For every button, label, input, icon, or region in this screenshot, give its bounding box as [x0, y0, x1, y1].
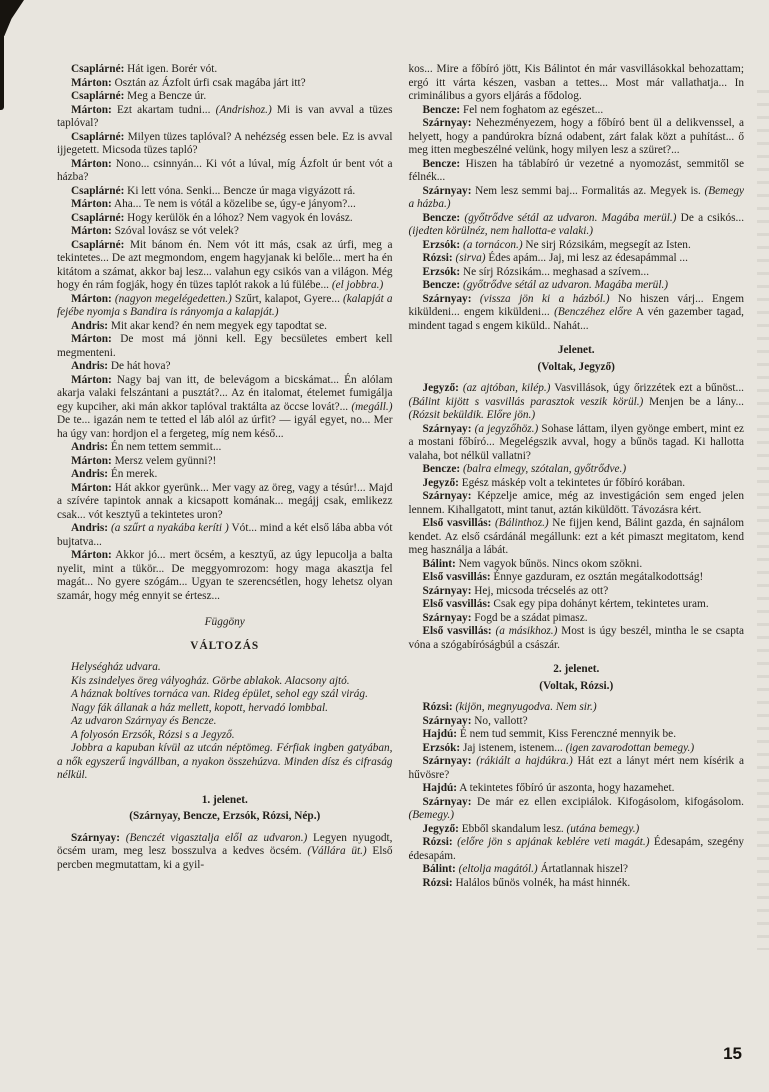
- dialogue-text: Nagy baj van itt, de belevágom a bicskámat... Én alólam akarja valaki felszántani a pusztát?... Az én italomat, ételemet fumigálja egy kupciher, aki mán akkor taplóval traktálta az öccse lovát?...: [57, 373, 393, 413]
- dialogue-paragraph: [409, 490, 745, 517]
- dialogue-paragraph: [409, 612, 745, 626]
- dialogue-paragraph: [57, 198, 393, 212]
- dialogue-paragraph: [409, 836, 745, 863]
- dialogue-text: Nem vagyok bűnös. Nincs okom szökni.: [455, 557, 643, 570]
- dialogue-paragraph: [409, 877, 745, 891]
- dialogue-paragraph: [409, 477, 745, 491]
- cast-list: (Voltak, Rózsi.): [539, 679, 614, 692]
- dialogue-paragraph: [57, 832, 393, 873]
- speaker-name: Rózsi:: [422, 836, 453, 848]
- inline-stage-direction: (Benczét vigasztalja elől az udvaron.): [125, 831, 308, 844]
- dialogue-text: De már ez ellen excipiálok. Kifogásolom, kifogásolom.: [471, 795, 744, 808]
- dialogue-paragraph: [57, 360, 393, 374]
- dialogue-text: Menjen be a lány...: [643, 395, 745, 408]
- dialogue-paragraph: [409, 782, 745, 796]
- dialogue-text: Egész máskép volt a tekintetes úr főbíró korában.: [458, 476, 686, 489]
- dialogue-text: Ebből skandalum lesz.: [458, 822, 567, 835]
- dialogue-text: Hej, micsoda trécselés az ott?: [471, 584, 609, 597]
- inline-stage-direction: (Bálinthoz.): [495, 517, 549, 529]
- speaker-name: Bencze:: [422, 279, 461, 291]
- dialogue-paragraph: [409, 423, 745, 464]
- dialogue-paragraph: [57, 320, 393, 334]
- speaker-name: Márton:: [71, 292, 112, 305]
- inline-stage-direction: (Vállára üt.): [307, 845, 367, 857]
- dialogue-text: Ne sirj Rózsikám, megsegít az Isten.: [522, 238, 691, 251]
- dialogue-paragraph: [57, 333, 393, 360]
- cast-list: (Voltak, Jegyző): [537, 360, 615, 373]
- speaker-name: Jegyző:: [422, 822, 459, 835]
- dialogue-text: Meg a Bencze úr.: [124, 90, 207, 102]
- speaker-name: Márton:: [71, 481, 112, 494]
- speaker-name: Hajdú:: [422, 728, 458, 740]
- dialogue-paragraph: [409, 212, 745, 239]
- dialogue-text: Szóval lovász se vót velek?: [111, 225, 239, 237]
- dialogue-text: Fel nem foghatom az egészet...: [460, 103, 604, 116]
- dialogue-text: Mit bánom én. Nem vót itt más, csak az úrfi, meg a tekintetes... De azt megmondom, engem hagyjanak ki belőle... mert ha én kitátom a számat, akkor baj lesz... valahun egy csikós van a világon. Még hogy én rám fogják, hogy én tüzes taplót rakok a lú fülébe...: [57, 238, 393, 291]
- speaker-name: Csaplárné:: [71, 130, 125, 143]
- speaker-name: Márton:: [71, 198, 112, 210]
- continuation-paragraph: [409, 63, 745, 104]
- dialogue-text: kos... Mire a főbíró jött, Kis Bálintot én már vasvillásokkal behozattam; ergó itt várta készen, vasban a tettes... Most már vallathatja... In criminálibus a gyors eljárás a fődolog.: [408, 63, 744, 102]
- dialogue-text: De te... igazán nem te tetted el láb alól az úrfit? — igyál egyet, no... Mer ha úgy van: hordjon el a fergeteg, míg nem késő...: [57, 414, 393, 440]
- dialogue-text: Ne sírj Rózsikám... meghasad a szívem...: [460, 265, 650, 278]
- dialogue-paragraph: [409, 701, 745, 715]
- stage-direction: A folyosón Erzsók, Rózsi s a Jegyző.: [71, 728, 235, 741]
- inline-stage-direction: (balra elmegy, szótalan, győtrődve.): [462, 463, 627, 475]
- dialogue-text: Most is úgy beszél, mintha le se csapta vóna a szógabíróságbúl a császár.: [408, 625, 744, 651]
- inline-stage-direction: (kijön, megnyugodva. Nem sir.): [455, 701, 597, 713]
- dialogue-paragraph: [409, 728, 745, 742]
- speaker-name: Rózsi:: [422, 252, 453, 264]
- dialogue-text: Mi is van avval a tüzes taplóval?: [57, 103, 393, 129]
- dialogue-text: Én nem tettem semmit...: [108, 441, 222, 453]
- inline-stage-direction: (ijedten körülnéz, nem hallotta-e valaki.): [408, 225, 593, 237]
- dialogue-text: Én merek.: [108, 468, 158, 480]
- inline-stage-direction: (győtrődve sétál az udvaron. Magába merül.): [464, 211, 677, 224]
- dialogue-text: De a csikós...: [676, 211, 745, 224]
- dialogue-text: Nono... csinnyán... Ki vót a lúval, míg Ázfolt úr bent vót a házba?: [57, 157, 393, 183]
- speaker-name: Szárnyay:: [71, 831, 120, 844]
- dialogue-paragraph: [409, 796, 745, 823]
- dialogue-paragraph: [57, 549, 393, 603]
- speaker-name: Andris:: [71, 468, 109, 480]
- dialogue-text: Milyen tüzes taplóval? A nehézség essen bele. Ez is avval ijjegetett. Micsoda tüzes tapló?: [57, 130, 393, 156]
- speaker-name: Bencze:: [422, 103, 461, 116]
- speaker-name: Csaplárné:: [71, 238, 125, 251]
- speaker-name: Szárnyay:: [422, 422, 472, 435]
- speaker-name: Bencze:: [422, 157, 461, 170]
- dialogue-paragraph: [409, 571, 745, 585]
- dialogue-paragraph: [409, 382, 745, 423]
- inline-stage-direction: (el jobbra.): [331, 279, 384, 291]
- speaker-name: Erzsók:: [422, 265, 461, 278]
- dialogue-text: Mersz velem gyünni?!: [111, 454, 217, 467]
- speaker-name: Szárnyay:: [422, 795, 472, 808]
- dialogue-paragraph: [57, 482, 393, 523]
- speaker-name: Márton:: [71, 549, 112, 561]
- dialogue-paragraph: [409, 239, 745, 253]
- dialogue-text: De most má jönni kell. Egy becsületes embert kell megmenteni.: [57, 333, 393, 359]
- dialogue-text: Édesapám, szegény édesapám.: [408, 836, 745, 862]
- dialogue-text: Legyen nyugodt, öcsém uram, meg lesz bosszulva a kedves öcsém.: [57, 831, 393, 857]
- speaker-name: Márton:: [71, 225, 112, 237]
- dialogue-text: Vót... mind a két első lába abba vót bujtatva...: [57, 522, 393, 548]
- speaker-name: Szárnyay:: [422, 714, 472, 727]
- dialogue-text: Fogd be a szádat pimasz.: [471, 611, 588, 624]
- dialogue-paragraph: [409, 185, 745, 212]
- dialogue-paragraph: [57, 104, 393, 131]
- dialogue-paragraph: [409, 715, 745, 729]
- stage-direction: A háznak boltíves tornáca van. Rideg épület, sehol egy szál virág.: [71, 688, 368, 700]
- speaker-name: Szárnyay:: [422, 292, 472, 305]
- inline-stage-direction: (sirva): [455, 252, 486, 264]
- dialogue-text: Hát akkor gyerünk... Mer vagy az öreg, vagy a tésúr!... Majd a szívére tapintok annak a kicsapott komának... megájj csak, emlikezz csak... vót kesztyű a tekintetes uron?: [57, 481, 393, 521]
- dialogue-paragraph: [57, 522, 393, 549]
- inline-stage-direction: (vissza jön ki a házból.): [479, 292, 610, 305]
- dialogue-paragraph: [57, 185, 393, 199]
- inline-stage-direction: (kalapját a fejébe nyomja s Bandira is rányomja a kalapját.): [57, 292, 393, 318]
- dialogue-text: De hát hova?: [108, 360, 171, 372]
- dialogue-text: Első percben megmutattam, ki a gyil-: [57, 845, 393, 871]
- dialogue-paragraph: [57, 90, 393, 104]
- dialogue-text: Jaj istenem, istenem...: [460, 741, 566, 754]
- inline-stage-direction: (Andrishoz.): [215, 103, 272, 116]
- dialogue-text: Ártatlannak hiszel?: [537, 863, 629, 875]
- dialogue-paragraph: [409, 558, 745, 572]
- inline-stage-direction: (utána bemegy.): [566, 822, 640, 835]
- curtain-label: Függöny: [204, 616, 245, 628]
- stage-direction: Kis zsindelyes öreg vályogház. Görbe ablakok. Alacsony ajtó.: [71, 674, 350, 687]
- speaker-name: Hajdú:: [422, 782, 458, 794]
- dialogue-paragraph: [409, 742, 745, 756]
- dialogue-paragraph: [57, 63, 393, 77]
- dialogue-text: [471, 293, 479, 305]
- dialogue-paragraph: [409, 755, 745, 782]
- dialogue-paragraph: [57, 77, 393, 91]
- dialogue-text: Sohase láttam, ilyen gyönge embert, mint ez a mostani főbíró... Megelégszik avval, hogy a bűnös tagad. Ki hallotta valaha, bot nélkül vallatni?: [408, 422, 745, 462]
- dialogue-text: No hiszen várj... Engem kiküldeni... engem kiküldeni...: [408, 292, 745, 318]
- speaker-name: Andris:: [71, 441, 109, 453]
- left-column: [57, 63, 393, 890]
- dialogue-paragraph: [409, 863, 745, 877]
- scene-heading: 1. jelenet.: [201, 793, 248, 806]
- dialogue-paragraph: [57, 131, 393, 158]
- dialogue-paragraph: [409, 252, 745, 266]
- cast-list: (Szárnyay, Bencze, Erzsók, Rózsi, Nép.): [129, 810, 321, 822]
- speaker-name: Rózsi:: [422, 876, 453, 889]
- speaker-name: Rózsi:: [422, 701, 453, 713]
- scene-heading: Jelenet.: [557, 344, 595, 356]
- dialogue-paragraph: [409, 463, 745, 477]
- dialogue-paragraph: [409, 117, 745, 158]
- dialogue-paragraph: [409, 279, 745, 293]
- stage-direction: Jobbra a kapuban kívül az utcán néptömeg. Férfiak ingben gatyában, a nők egyszerű ingvállban, a nyakon összehúzva. Minden dísz és cifraság nélkül.: [57, 742, 393, 781]
- scene-heading: 2. jelenet.: [553, 663, 600, 675]
- speaker-name: Jegyző:: [422, 382, 459, 394]
- inline-stage-direction: (megáll.): [351, 400, 393, 413]
- dialogue-paragraph: [409, 158, 745, 185]
- dialogue-paragraph: [57, 455, 393, 469]
- speaker-name: Márton:: [71, 454, 112, 467]
- dialogue-text: Hát igen. Borér vót.: [124, 63, 218, 75]
- speaker-name: Csaplárné:: [71, 184, 125, 197]
- inline-stage-direction: (a másikhoz.): [495, 625, 558, 637]
- speaker-name: Bálint:: [422, 863, 456, 875]
- dialogue-text: Csak egy pipa dohányt kértem, tekintetes uram.: [490, 598, 709, 610]
- speaker-name: Márton:: [71, 373, 112, 386]
- dialogue-text: Mit akar kend? én nem megyek egy tapodtat se.: [108, 319, 328, 332]
- inline-stage-direction: (a jegyzőhöz.): [474, 422, 539, 435]
- speaker-name: Csaplárné:: [71, 90, 125, 102]
- dialogue-text: Hiszen ha táblabíró úr vezetné a nyomozást, semmitől se félnék...: [408, 157, 744, 183]
- dialogue-text: Hát ezt a lányt mért nem kísérik a hűvösre?: [408, 755, 745, 781]
- dialogue-text: A tekintetes főbíró úr aszonta, hogy hazamehet.: [457, 782, 675, 794]
- dialogue-text: Énnye gazduram, ez osztán megátalkodottság!: [490, 571, 704, 583]
- inline-stage-direction: (Bemegy a házba.): [408, 184, 744, 210]
- speaker-name: Szárnyay:: [422, 611, 472, 624]
- speaker-name: Szárnyay:: [422, 490, 472, 502]
- inline-stage-direction: (Bemegy.): [408, 809, 454, 821]
- dialogue-text: Halálos bűnös volnék, ha mást hinnék.: [452, 876, 631, 889]
- stage-direction: Nagy fák állanak a ház mellett, kopott, hervadó lombbal.: [71, 701, 328, 714]
- dialogue-text: Akkor jó... mert öcsém, a kesztyű, az úgy lepucolja a balta nyelit, mint a tükör... De meggyomrozom: hogy maga akasztja fel magát... No gyere szógám... Ugyan te szerencsétlen, hogy lehetsz olyan szamár, hogy még ennyit se értesz...: [57, 549, 393, 602]
- speaker-name: Első vasvillás:: [422, 517, 492, 529]
- right-column: [409, 63, 745, 890]
- speaker-name: Jegyző:: [422, 476, 459, 489]
- dialogue-paragraph: [409, 266, 745, 280]
- inline-stage-direction: (a tornácon.): [462, 238, 523, 251]
- speaker-name: Andris:: [71, 522, 109, 534]
- speaker-name: Szárnyay:: [422, 584, 472, 597]
- inline-stage-direction: (nagyon megelégedetten.): [114, 292, 232, 305]
- speaker-name: Erzsók:: [422, 238, 461, 251]
- dialogue-text: Édes apám... Jaj, mi lesz az édesapámmal ...: [485, 252, 688, 264]
- dialogue-paragraph: [57, 293, 393, 320]
- dialogue-paragraph: [57, 212, 393, 226]
- dialogue-paragraph: [57, 374, 393, 442]
- speaker-name: Első vasvillás:: [422, 625, 492, 637]
- speaker-name: Első vasvillás:: [422, 598, 491, 610]
- dialogue-text: Ki lett vóna. Senki... Bencze úr maga vigyázott rá.: [124, 184, 356, 197]
- inline-stage-direction: (rákiált a hajdúkra.): [476, 755, 573, 767]
- scene-change-heading: VÁLTOZÁS: [190, 639, 260, 652]
- dialogue-text: Képzelje amice, még az investigáción sem enged jelen lennem. Kihallgatott, mint tanut, aztán kiküldött. Távozásra kért.: [408, 490, 744, 516]
- dialogue-paragraph: [409, 823, 745, 837]
- speaker-name: Márton:: [71, 333, 112, 345]
- dialogue-text: Ne fijjen kend, Bálint gazda, én sajnálom kendet. Az első csárdánál megállunk: ezt a két pimaszt megitatom, kend meg használja a lábát.: [408, 517, 745, 556]
- scan-bleed-through: [757, 90, 769, 950]
- speaker-name: Márton:: [71, 103, 112, 116]
- dialogue-text: Szűrt, kalapot, Gyere...: [231, 292, 343, 305]
- inline-stage-direction: (a szűrt a nyakába keríti ): [111, 522, 229, 534]
- dialogue-paragraph: [57, 441, 393, 455]
- dialogue-text: Nem lesz semmi baj... Formalitás az. Megyek is.: [471, 184, 705, 197]
- dialogue-text: No, vallott?: [471, 714, 528, 727]
- page-number: 15: [723, 1044, 742, 1063]
- inline-stage-direction: (Bálint kijött s vasvillás parasztok veszik körül.): [408, 395, 644, 408]
- dialogue-text: Hogy kerülök én a lóhoz? Nem vagyok én lovász.: [124, 211, 353, 224]
- dialogue-text: Ezt akartam tudni...: [111, 103, 216, 116]
- inline-stage-direction: (az ajtóban, kilép.): [462, 382, 551, 394]
- speaker-name: Andris:: [71, 360, 109, 372]
- dialogue-paragraph: [57, 158, 393, 185]
- dialogue-text: Vasvillások, úgy őrizzétek ezt a bűnöst...: [550, 382, 744, 394]
- dialogue-paragraph: [409, 598, 745, 612]
- dialogue-paragraph: [409, 585, 745, 599]
- dialogue-paragraph: [57, 468, 393, 482]
- inline-stage-direction: (eltolja magától.): [458, 863, 538, 875]
- dialogue-text: Aha... Te nem is vótál a közelibe se, úgy-e jányom?...: [111, 198, 356, 210]
- dialogue-paragraph: [409, 625, 745, 652]
- stage-direction: Helységház udvara.: [71, 661, 161, 673]
- dialogue-text: Nehezményezem, hogy a főbíró bent ül a delikvenssel, a helyett, hogy a pandúrokra bízná odabent, zárt falak közt a puhítást... ő meg itten megbeszélné velünk, hogy milyen lesz a szüret?...: [408, 117, 744, 156]
- speaker-name: Márton:: [71, 76, 112, 89]
- dialogue-text: É nem tud semmit, Kiss Ferenczné mennyik be.: [457, 728, 677, 740]
- dialogue-text: Osztán az Ázfolt úrfi csak magába járt itt?: [111, 76, 306, 89]
- scan-artifact-edge: [0, 0, 4, 110]
- inline-stage-direction: (Benczéhez előre: [554, 306, 633, 318]
- speaker-name: Andris:: [71, 319, 109, 332]
- inline-stage-direction: (Rózsit beküldik. Előre jön.): [408, 409, 536, 421]
- speaker-name: Erzsók:: [422, 741, 461, 754]
- speaker-name: Bencze:: [422, 463, 461, 475]
- text-columns: [57, 63, 744, 890]
- stage-direction: Az udvaron Szárnyay és Bencze.: [71, 715, 217, 727]
- speaker-name: Első vasvillás:: [422, 571, 491, 583]
- speaker-name: Bencze:: [422, 211, 461, 224]
- dialogue-paragraph: [57, 239, 393, 293]
- speaker-name: Csaplárné:: [71, 211, 125, 224]
- dialogue-paragraph: [409, 517, 745, 558]
- dialogue-text: A vén gazember tagad, mindent tagad s engem kiküld.. Nahát...: [408, 306, 744, 332]
- speaker-name: Szárnyay:: [422, 117, 472, 129]
- speaker-name: Csaplárné:: [71, 63, 125, 75]
- inline-stage-direction: (előre jön s apjának keblére veti magát.): [457, 836, 650, 848]
- inline-stage-direction: (igen zavarodottan bemegy.): [565, 741, 695, 754]
- dialogue-paragraph: [409, 104, 745, 118]
- dialogue-paragraph: [57, 225, 393, 239]
- speaker-name: Márton:: [71, 157, 112, 170]
- speaker-name: Bálint:: [422, 557, 456, 570]
- speaker-name: Szárnyay:: [422, 184, 472, 197]
- speaker-name: Szárnyay:: [422, 755, 472, 767]
- dialogue-paragraph: [409, 293, 745, 334]
- inline-stage-direction: (győtrődve sétál az udvaron. Magába merül.): [462, 279, 669, 291]
